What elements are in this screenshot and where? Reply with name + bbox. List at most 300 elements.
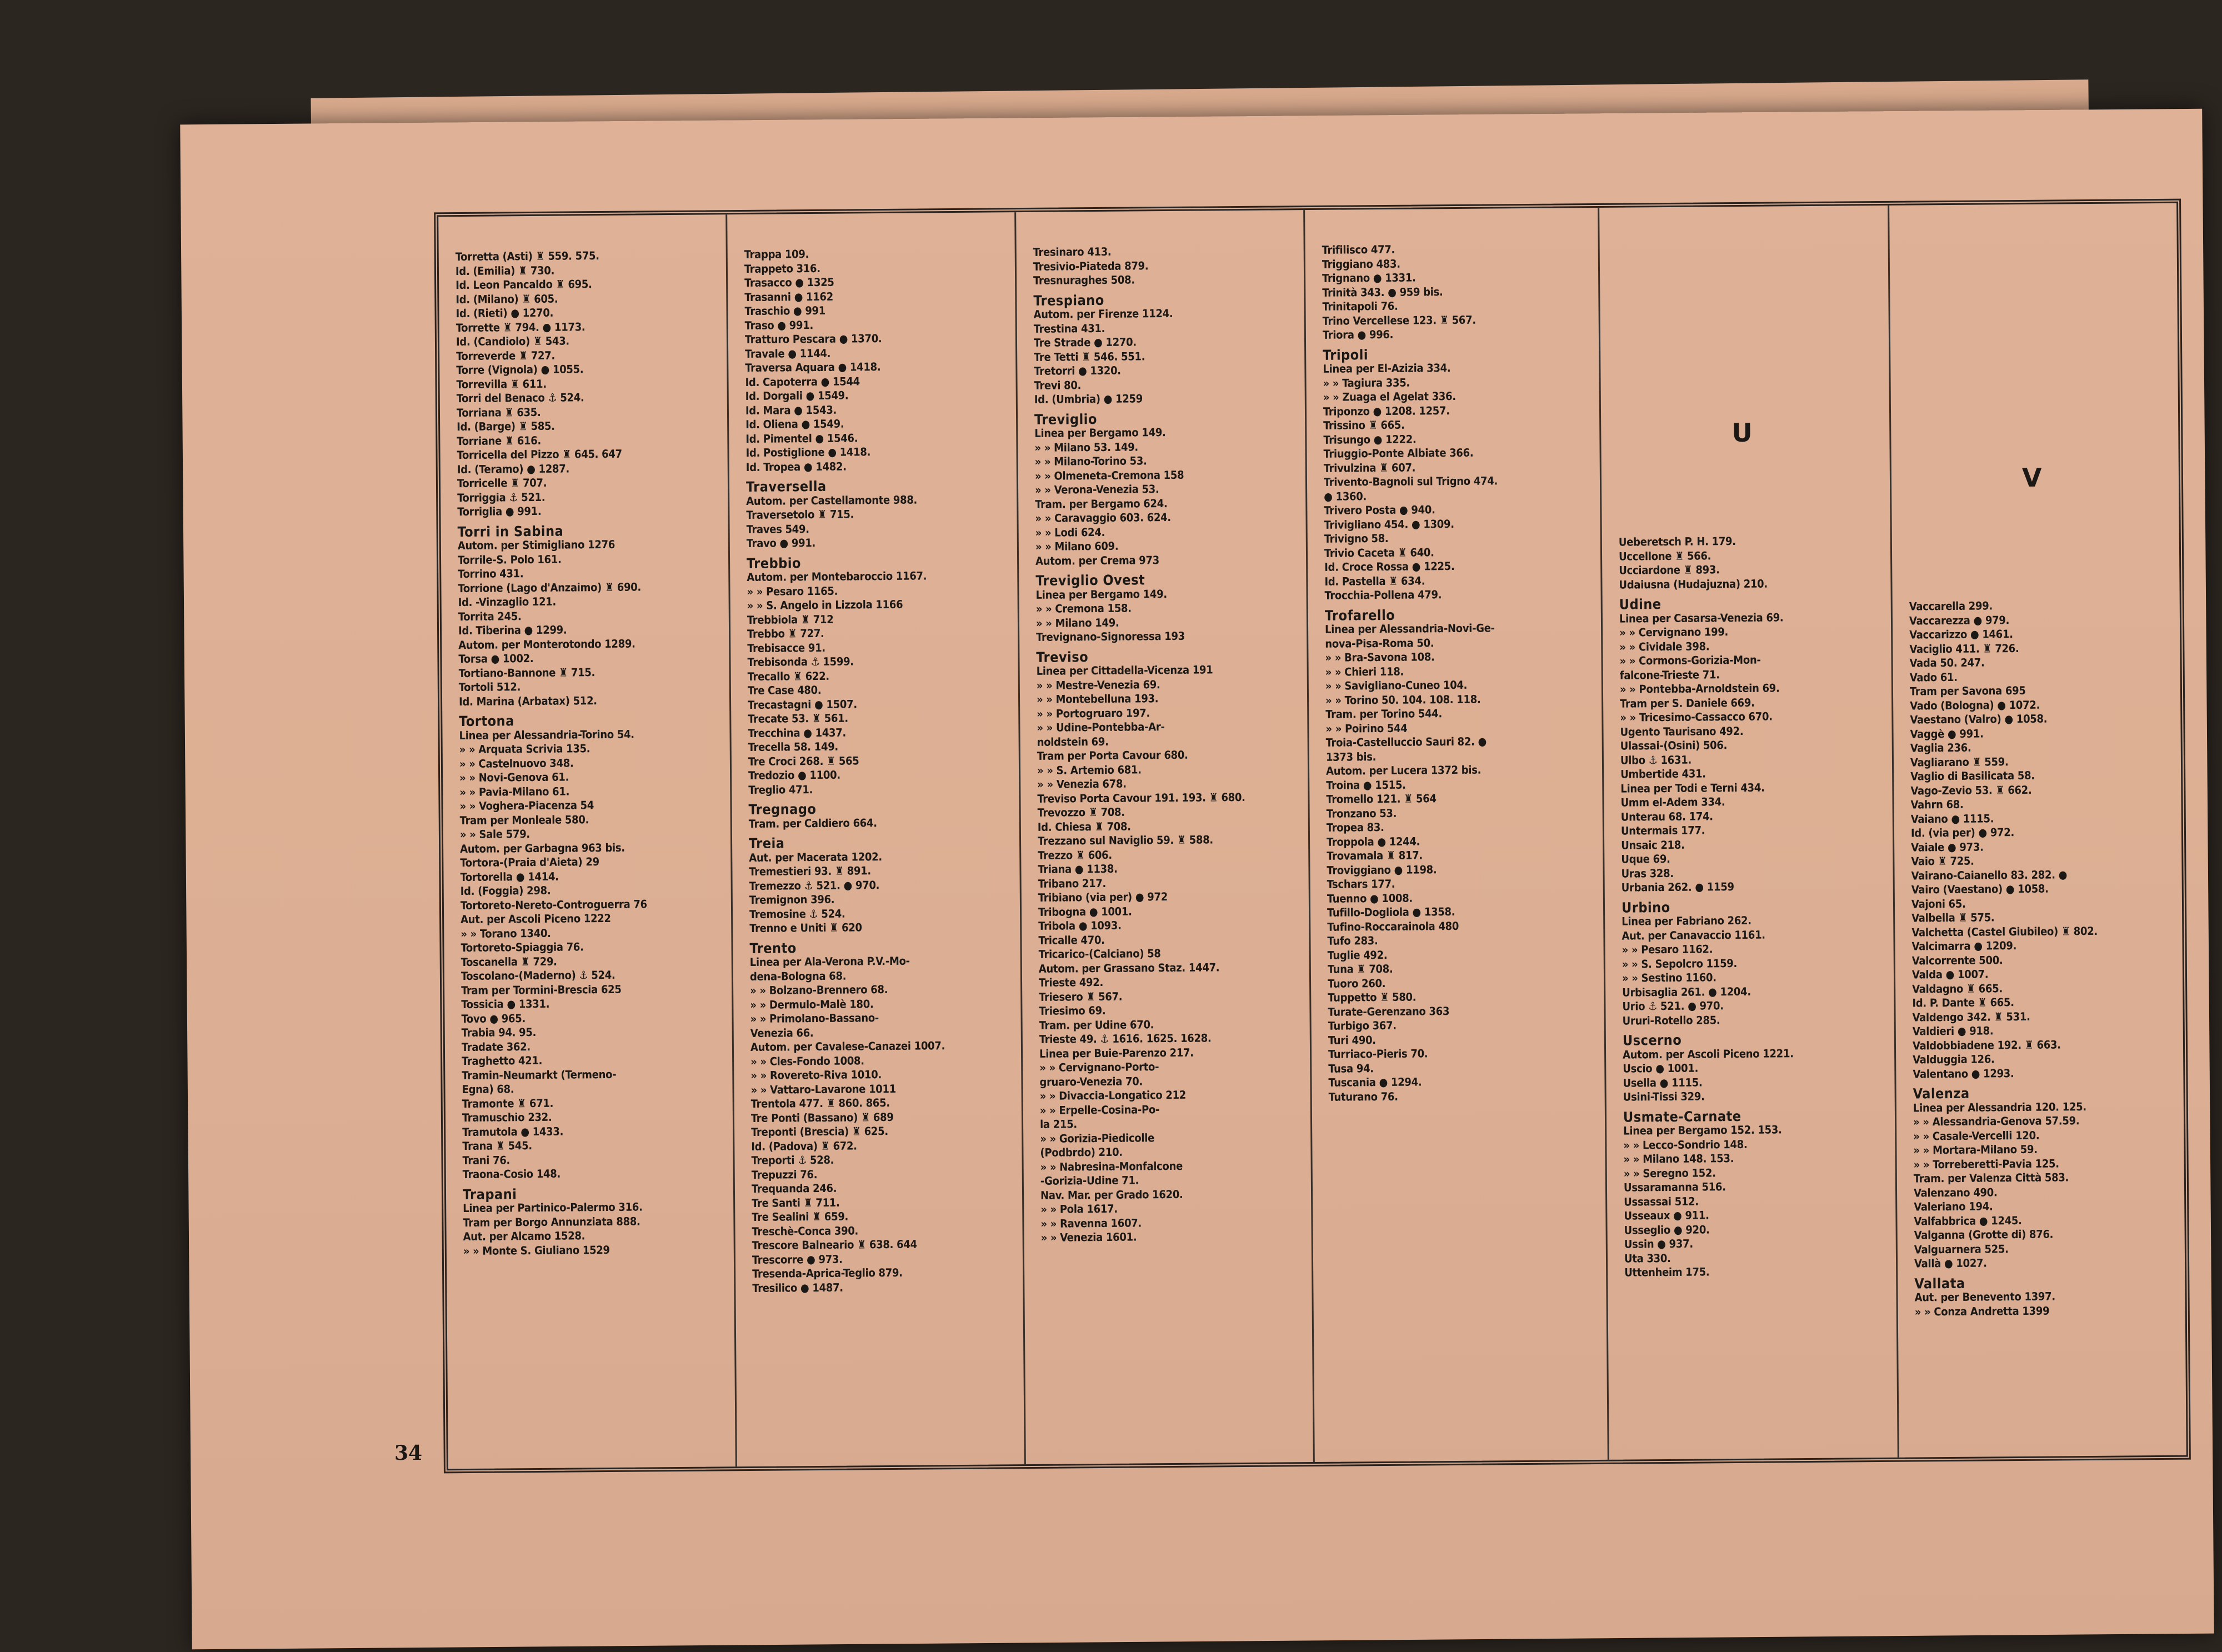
index-entry: Id. (Umbria) ● 1259 bbox=[1034, 392, 1143, 406]
index-entry: Vaccarezza ● 979. bbox=[1909, 613, 2010, 628]
index-entry: » » S. Artemio 681. bbox=[1037, 762, 1142, 777]
index-entry: Trapani bbox=[462, 1185, 517, 1203]
index-entry: Trevignano-Signoressa 193 bbox=[1036, 629, 1185, 644]
index-entry: Uta 330. bbox=[1624, 1251, 1671, 1265]
index-entry: Linea per Todi e Terni 434. bbox=[1620, 780, 1765, 795]
index-entry: Egna) 68. bbox=[462, 1082, 514, 1097]
index-entry: » » Milano 148. 153. bbox=[1623, 1152, 1734, 1166]
index-entry: Valdieri ● 918. bbox=[1912, 1024, 1994, 1038]
index-entry: » » Bra-Savona 108. bbox=[1325, 650, 1435, 664]
index-entry: Tromello 121. ♜ 564 bbox=[1326, 792, 1437, 806]
index-entry: Id. Capoterra ● 1544 bbox=[745, 374, 860, 389]
index-entry: Ussaramanna 516. bbox=[1623, 1180, 1726, 1194]
index-entry: » » S. Sepolcro 1159. bbox=[1622, 956, 1738, 971]
index-entry: Linea per Partinico-Palermo 316. bbox=[463, 1200, 643, 1215]
index-entry: Id. Dorgali ● 1549. bbox=[745, 388, 849, 403]
index-entry: Uras 328. bbox=[1621, 866, 1674, 880]
index-entry: » » Udine-Pontebba-Ar- bbox=[1037, 720, 1165, 734]
index-entry: » » Casale-Vercelli 120. bbox=[1913, 1128, 2040, 1143]
index-entry: Vagliarano ♜ 559. bbox=[1910, 754, 2009, 769]
index-entry: Vaccarizzo ● 1461. bbox=[1909, 627, 2013, 642]
index-entry: Trana ♜ 545. bbox=[462, 1139, 532, 1153]
index-entry: Linea per Buie-Parenzo 217. bbox=[1039, 1045, 1194, 1060]
index-entry: Torrione (Lago d'Anzaimo) ♜ 690. bbox=[458, 579, 642, 595]
index-entry: Tufino-Roccarainola 480 bbox=[1327, 919, 1459, 934]
index-entry: » » Poirino 544 bbox=[1325, 721, 1408, 735]
index-entry: Linea per El-Azizia 334. bbox=[1323, 361, 1451, 376]
index-entry: » » Montebelluna 193. bbox=[1036, 692, 1159, 706]
index-entry: Torriane ♜ 616. bbox=[457, 433, 542, 448]
index-entry: Id. Chiesa ♜ 708. bbox=[1037, 819, 1131, 834]
index-entry: Valda ● 1007. bbox=[1911, 967, 1989, 982]
index-entry: Tribano 217. bbox=[1038, 876, 1107, 890]
index-entry: Autom. per Monterotondo 1289. bbox=[458, 637, 635, 652]
index-entry: Autom. per Ascoli Piceno 1221. bbox=[1623, 1046, 1794, 1062]
index-entry: Autom. per Garbagna 963 bis. bbox=[460, 840, 625, 855]
index-entry: Ugento Taurisano 492. bbox=[1620, 724, 1744, 739]
index-entry: Vallà ● 1027. bbox=[1914, 1256, 1987, 1270]
index-entry: Trespiano bbox=[1033, 292, 1104, 309]
index-entry: » » Cervignano 199. bbox=[1619, 625, 1729, 639]
index-entry: Traversella bbox=[745, 478, 827, 495]
index-entry: Tuna ♜ 708. bbox=[1327, 962, 1393, 976]
index-entry: Torre (Vignola) ● 1055. bbox=[456, 362, 584, 377]
index-entry: Trappeto 316. bbox=[744, 261, 820, 276]
index-entry: Trasacco ● 1325 bbox=[744, 275, 834, 289]
index-entry: Trezzo ♜ 606. bbox=[1038, 848, 1112, 862]
page-number: 34 bbox=[394, 1441, 423, 1465]
index-entry: Tramin-Neumarkt (Termeno- bbox=[462, 1067, 617, 1082]
index-entry: Tram. per Udine 670. bbox=[1039, 1017, 1154, 1032]
index-entry: Torrette ♜ 794. ● 1173. bbox=[456, 319, 585, 334]
index-entry: la 215. bbox=[1039, 1117, 1078, 1131]
index-entry: Tretorri ● 1320. bbox=[1034, 363, 1121, 378]
index-entry: Trevozzo ♜ 708. bbox=[1037, 805, 1125, 819]
index-entry: (Podbrdo) 210. bbox=[1040, 1145, 1123, 1159]
index-entry: Tregnago bbox=[748, 801, 817, 818]
index-entry: Vaiale ● 973. bbox=[1911, 840, 1984, 854]
index-entry: Vaccarella 299. bbox=[1909, 599, 1993, 613]
index-entry: » » Arquata Scrivia 135. bbox=[459, 742, 590, 757]
index-entry: Trani 76. bbox=[462, 1153, 511, 1167]
index-entry: Trivigno 58. bbox=[1324, 531, 1389, 545]
index-entry: Valeriano 194. bbox=[1914, 1199, 1993, 1214]
index-entry: Valdengo 342. ♜ 531. bbox=[1912, 1009, 2030, 1024]
index-entry: » » Divaccia-Longatico 212 bbox=[1039, 1088, 1187, 1103]
index-entry: Torrevilla ♜ 611. bbox=[456, 377, 547, 391]
index-entry: Trecate 53. ♜ 561. bbox=[748, 711, 848, 725]
index-entry: Traschio ● 991 bbox=[744, 303, 826, 318]
index-entry: Tratturo Pescara ● 1370. bbox=[744, 332, 882, 346]
index-entry: Trestina 431. bbox=[1033, 321, 1105, 336]
index-entry: nova-Pisa-Roma 50. bbox=[1325, 635, 1434, 650]
index-entry: Usseaux ● 911. bbox=[1624, 1208, 1709, 1223]
index-entry: Ulassai-(Osini) 506. bbox=[1620, 738, 1728, 753]
index-entry: » » Nabresina-Monfalcone bbox=[1040, 1159, 1183, 1174]
index-entry: Vairo (Vaestano) ● 1058. bbox=[1911, 882, 2049, 897]
index-entry: Udine bbox=[1619, 596, 1662, 613]
index-entry: -Gorizia-Udine 71. bbox=[1040, 1173, 1139, 1188]
index-entry: Ulbo ⚓ 1631. bbox=[1620, 753, 1692, 767]
index-entry: Tresnuraghes 508. bbox=[1033, 273, 1135, 287]
index-entry: falcone-Trieste 71. bbox=[1619, 667, 1720, 682]
index-entry: » » Portogruaro 197. bbox=[1037, 705, 1150, 720]
index-entry: Vada 50. 247. bbox=[1909, 655, 1985, 670]
index-entry: Turriaco-Pieris 70. bbox=[1328, 1047, 1428, 1061]
index-entry: Triesero ♜ 567. bbox=[1039, 989, 1123, 1004]
index-entry: » » Tricesimo-Cassacco 670. bbox=[1620, 709, 1773, 724]
index-entry: ● 1360. bbox=[1324, 489, 1367, 503]
index-entry: » » Sale 579. bbox=[459, 827, 531, 842]
index-entry: » » Mestre-Venezia 69. bbox=[1036, 677, 1160, 692]
index-entry: Tusa 94. bbox=[1328, 1061, 1374, 1075]
index-entry: » » Cormons-Gorizia-Mon- bbox=[1619, 653, 1761, 668]
index-entry: Vairano-Caianello 83. 282. ● bbox=[1911, 867, 2068, 883]
index-entry: Id. (Barge) ♜ 585. bbox=[457, 419, 555, 434]
index-entry: Udaiusna (Hudajuzna) 210. bbox=[1619, 577, 1768, 592]
index-entry: Id. Pastella ♜ 634. bbox=[1324, 573, 1425, 588]
index-entry: » » Conza Andretta 1399 bbox=[1914, 1304, 2050, 1319]
index-entry: » » Zuaga el Agelat 336. bbox=[1323, 389, 1456, 404]
index-column-6 bbox=[1889, 203, 2186, 1458]
index-entry: Trecchina ● 1437. bbox=[748, 725, 847, 740]
index-entry: noldstein 69. bbox=[1037, 734, 1109, 749]
index-entry: Id. (Rieti) ● 1270. bbox=[456, 306, 554, 321]
index-entry: Torri in Sabina bbox=[457, 523, 564, 540]
index-entry: Trasanni ● 1162 bbox=[744, 289, 833, 304]
index-entry: Uccellone ♜ 566. bbox=[1618, 548, 1711, 563]
index-entry: Id. (Candiolo) ♜ 543. bbox=[456, 334, 570, 349]
index-entry: Trescorre ● 973. bbox=[752, 1252, 843, 1266]
index-entry: Valentano ● 1293. bbox=[1913, 1066, 2014, 1081]
index-entry: Vaggè ● 991. bbox=[1910, 727, 1984, 741]
section-letter-u: U bbox=[1731, 417, 1753, 448]
index-entry: Tre Croci 268. ♜ 565 bbox=[748, 753, 859, 768]
index-entry: Id. Croce Rossa ● 1225. bbox=[1324, 559, 1455, 574]
index-entry: Tuoro 260. bbox=[1327, 976, 1386, 990]
index-entry: » » Lecco-Sondrio 148. bbox=[1623, 1137, 1748, 1152]
index-entry: Vallata bbox=[1914, 1275, 1965, 1292]
index-entry: Usseglio ● 920. bbox=[1624, 1222, 1710, 1237]
index-column-4 bbox=[1305, 208, 1609, 1462]
index-entry: Tuglie 492. bbox=[1327, 948, 1388, 962]
index-entry: Tufo 283. bbox=[1327, 934, 1378, 948]
index-entry: Troppola ● 1244. bbox=[1326, 834, 1420, 849]
index-entry: Traona-Cosio 148. bbox=[462, 1167, 561, 1182]
index-entry: Id. Marina (Arbatax) 512. bbox=[458, 693, 597, 708]
index-entry: Tre Case 480. bbox=[747, 683, 822, 697]
index-entry: Tremestieri 93. ♜ 891. bbox=[749, 864, 871, 878]
index-entry: » » Pontebba-Arnoldstein 69. bbox=[1619, 681, 1780, 696]
index-entry: Troina ● 1515. bbox=[1326, 778, 1406, 792]
index-entry: » » Cremona 158. bbox=[1035, 601, 1132, 615]
index-entry: » » Vattaro-Lavarone 1011 bbox=[750, 1082, 896, 1097]
index-entry: Trofarello bbox=[1324, 607, 1395, 624]
index-entry: Trecallo ♜ 622. bbox=[747, 669, 830, 683]
index-entry: Urbino bbox=[1621, 899, 1670, 916]
index-entry: Ussin ● 937. bbox=[1624, 1237, 1693, 1251]
index-entry: » » Venezia 1601. bbox=[1040, 1230, 1137, 1244]
index-entry: » » Castelnuovo 348. bbox=[459, 755, 574, 770]
index-entry: Ussassai 512. bbox=[1624, 1194, 1699, 1209]
index-entry: Tram per Borgo Annunziata 888. bbox=[463, 1214, 640, 1229]
index-entry: Id. Tiberina ● 1299. bbox=[458, 623, 567, 638]
index-entry: » » Rovereto-Riva 1010. bbox=[750, 1068, 882, 1082]
index-entry: Tresilico ● 1487. bbox=[752, 1280, 843, 1295]
index-entry: Trieste 492. bbox=[1038, 975, 1104, 989]
index-entry: Trignano ● 1331. bbox=[1322, 271, 1416, 285]
index-entry: » » Milano-Torino 53. bbox=[1034, 454, 1147, 468]
index-entry: Tropea 83. bbox=[1326, 820, 1384, 834]
index-entry: » » Alessandria-Genova 57.59. bbox=[1913, 1114, 2080, 1129]
index-entry: Tuppetto ♜ 580. bbox=[1328, 990, 1417, 1004]
index-entry: » » Pavia-Milano 61. bbox=[459, 784, 570, 799]
index-entry: Vaestano (Valro) ● 1058. bbox=[1910, 712, 2048, 727]
index-entry: Trissino ♜ 665. bbox=[1323, 418, 1405, 432]
index-entry: Tre Strade ● 1270. bbox=[1033, 335, 1137, 349]
index-entry: Id. Tropea ● 1482. bbox=[745, 459, 847, 474]
index-entry: Traso ● 991. bbox=[744, 318, 814, 332]
index-entry: Trenno e Uniti ♜ 620 bbox=[749, 920, 862, 935]
index-entry: Turi 490. bbox=[1328, 1033, 1376, 1047]
index-entry: Tredozio ● 1100. bbox=[748, 768, 840, 782]
index-entry: Trifilisco 477. bbox=[1322, 242, 1395, 257]
index-entry: Torsa ● 1002. bbox=[458, 652, 534, 666]
index-entry: » » Voghera-Piacenza 54 bbox=[459, 798, 594, 813]
index-entry: Ueberetsch P. H. 179. bbox=[1618, 534, 1736, 549]
index-entry: Tram per Savona 695 bbox=[1909, 683, 2026, 698]
index-entry: Treviglio Ovest bbox=[1035, 572, 1145, 589]
index-entry: » » Torreberetti-Pavia 125. bbox=[1913, 1156, 2059, 1172]
index-entry: Tossicia ● 1331. bbox=[461, 997, 550, 1012]
index-entry: » » Primolano-Bassano- bbox=[750, 1011, 879, 1025]
index-entry: » » Caravaggio 603. 624. bbox=[1035, 510, 1171, 525]
index-entry: Aut. per Canavaccio 1161. bbox=[1622, 928, 1765, 943]
index-entry: Treglio 471. bbox=[748, 782, 813, 797]
index-entry: » » Gorizia-Piedicolle bbox=[1040, 1130, 1155, 1145]
index-entry: Tram per S. Daniele 669. bbox=[1620, 695, 1755, 710]
index-entry: Tuscania ● 1294. bbox=[1328, 1075, 1422, 1089]
index-entry: Vado 61. bbox=[1909, 670, 1958, 684]
index-entry: Torrita 245. bbox=[458, 609, 522, 623]
index-entry: Tortoreto-Spiaggia 76. bbox=[461, 940, 584, 955]
index-entry: Trento bbox=[749, 939, 797, 957]
index-entry: Valchetta (Castel Giubileo) ♜ 802. bbox=[1911, 924, 2098, 939]
index-entry: Uttenheim 175. bbox=[1624, 1265, 1710, 1279]
index-entry: Tre Ponti (Bassano) ♜ 689 bbox=[750, 1110, 894, 1125]
index-entry: Tribola ● 1093. bbox=[1038, 918, 1122, 933]
index-entry: Torretta (Asti) ♜ 559. 575. bbox=[455, 249, 599, 264]
index-entry: Tradate 362. bbox=[461, 1039, 531, 1054]
index-entry: Trentola 477. ♜ 860. 865. bbox=[750, 1095, 890, 1110]
index-entry: Id. (Foggia) 298. bbox=[460, 883, 551, 898]
index-entry: Torricelle ♜ 707. bbox=[457, 475, 547, 490]
index-entry: Torrino 431. bbox=[458, 567, 524, 581]
index-entry: Trappa 109. bbox=[744, 247, 809, 261]
index-entry: Trepuzzi 76. bbox=[751, 1167, 818, 1182]
index-entry: Aut. per Ascoli Piceno 1222 bbox=[461, 911, 611, 927]
index-entry: Tresinaro 413. bbox=[1033, 244, 1112, 259]
index-entry: Valfabbrica ● 1245. bbox=[1914, 1213, 2022, 1228]
index-entry: » » Pesaro 1165. bbox=[747, 584, 838, 598]
index-entry: Tricarico-(Calciano) 58 bbox=[1038, 947, 1161, 961]
index-entry: Vajoni 65. bbox=[1911, 897, 1966, 911]
index-entry: Id. Oliena ● 1549. bbox=[745, 417, 844, 431]
index-entry: Valbella ♜ 575. bbox=[1911, 910, 1995, 925]
index-entry: Autom. per Castellamonte 988. bbox=[746, 493, 918, 508]
index-column-2 bbox=[727, 212, 1026, 1466]
index-entry: Ucciardone ♜ 893. bbox=[1619, 563, 1720, 577]
index-entry: Linea per Casarsa-Venezia 69. bbox=[1619, 610, 1784, 625]
index-entry: Vago-Zevio 53. ♜ 662. bbox=[1910, 783, 2032, 798]
index-entry: » » Cividale 398. bbox=[1619, 639, 1710, 654]
index-entry: Urbania 262. ● 1159 bbox=[1621, 880, 1734, 894]
index-entry: Triesimo 69. bbox=[1039, 1003, 1106, 1018]
index-entry: Trezzano sul Naviglio 59. ♜ 588. bbox=[1037, 833, 1213, 848]
index-entry: Autom. per Grassano Staz. 1447. bbox=[1038, 960, 1220, 975]
index-entry: Uscio ● 1001. bbox=[1623, 1061, 1699, 1075]
index-entry: » » Dermulo-Malè 180. bbox=[750, 997, 874, 1012]
index-entry: Untermais 177. bbox=[1620, 823, 1705, 838]
index-entry: Tuenno ● 1008. bbox=[1327, 891, 1413, 905]
index-entry: Vaciglio 411. ♜ 726. bbox=[1909, 641, 2019, 656]
index-entry: Tram per Porta Cavour 680. bbox=[1037, 748, 1188, 763]
index-entry: Valenzano 490. bbox=[1913, 1185, 1998, 1200]
index-entry: Id. Pimentel ● 1546. bbox=[745, 430, 858, 445]
index-entry: » » Lodi 624. bbox=[1035, 525, 1105, 539]
index-entry: Ururi-Rotello 285. bbox=[1622, 1013, 1720, 1028]
index-entry: Tovo ● 965. bbox=[461, 1011, 526, 1025]
index-entry: Urio ⚓ 521. ● 970. bbox=[1622, 999, 1724, 1013]
index-entry: Tronzano 53. bbox=[1326, 806, 1397, 820]
index-entry: » » Milano 609. bbox=[1035, 539, 1119, 553]
index-entry: » » Pesaro 1162. bbox=[1622, 942, 1713, 957]
index-entry: » » Tagiura 335. bbox=[1323, 376, 1410, 390]
index-entry: Treviglio bbox=[1034, 411, 1097, 428]
index-entry: Autom. per Stimigliano 1276 bbox=[457, 537, 615, 553]
index-entry: gruaro-Venezia 70. bbox=[1039, 1074, 1143, 1089]
index-entry: » » S. Angelo in Lizzola 1166 bbox=[747, 597, 903, 612]
index-entry: Trebbiola ♜ 712 bbox=[747, 612, 834, 627]
index-entry: Usini-Tissi 329. bbox=[1623, 1089, 1705, 1104]
index-column-1 bbox=[438, 214, 737, 1469]
index-entry: Torriggia ⚓ 521. bbox=[457, 490, 546, 504]
index-entry: Triuggio-Ponte Albiate 366. bbox=[1323, 445, 1474, 460]
index-entry: Turate-Gerenzano 363 bbox=[1328, 1004, 1450, 1019]
index-entry: » » Torano 1340. bbox=[461, 926, 551, 940]
index-entry: » » Torino 50. 104. 108. 118. bbox=[1325, 692, 1481, 707]
index-entry: Usella ● 1115. bbox=[1623, 1075, 1703, 1090]
index-entry: Trevi 80. bbox=[1034, 378, 1082, 392]
index-entry: Tschars 177. bbox=[1327, 877, 1395, 891]
index-entry: Tramutola ● 1433. bbox=[462, 1124, 564, 1139]
index-entry: Tram per Tormini-Brescia 625 bbox=[461, 982, 622, 997]
index-entry: Traghetto 421. bbox=[462, 1053, 543, 1068]
index-entry: Trebbio bbox=[746, 554, 802, 572]
index-entry: Tremignon 396. bbox=[749, 892, 835, 907]
index-entry: Tricalle 470. bbox=[1038, 933, 1105, 947]
index-entry: Trequanda 246. bbox=[751, 1181, 837, 1195]
index-entry: » » Milano 149. bbox=[1035, 615, 1119, 630]
index-entry: Toscanella ♜ 729. bbox=[461, 954, 557, 969]
index-entry: » » Mortara-Milano 59. bbox=[1913, 1142, 2038, 1157]
index-entry: Tram per Monleale 580. bbox=[459, 812, 589, 827]
index-entry: Usmate-Carnate bbox=[1623, 1108, 1741, 1125]
index-entry: Linea per Bergamo 149. bbox=[1035, 587, 1167, 602]
index-entry: Tremosine ⚓ 524. bbox=[749, 907, 845, 921]
index-entry: Trivulzina ♜ 607. bbox=[1323, 460, 1416, 475]
index-entry: Autom. per Cavalese-Canazei 1007. bbox=[750, 1039, 945, 1054]
index-entry: Vaglia 236. bbox=[1910, 740, 1971, 755]
index-entry: » » Cervignano-Porto- bbox=[1039, 1060, 1159, 1074]
index-entry: Id. (Teramo) ● 1287. bbox=[457, 461, 570, 476]
index-entry: » » Sestino 1160. bbox=[1622, 970, 1716, 985]
index-entry: Travo ● 991. bbox=[746, 536, 816, 550]
index-entry: Trovamala ♜ 817. bbox=[1327, 848, 1423, 863]
index-entry: Vaiano ● 1115. bbox=[1910, 811, 1994, 826]
index-entry: » » Savigliano-Cuneo 104. bbox=[1325, 678, 1468, 693]
index-entry: Trivero Posta ● 940. bbox=[1324, 503, 1435, 517]
index-entry: Travale ● 1144. bbox=[745, 346, 831, 361]
index-entry: Tre Tetti ♜ 546. 551. bbox=[1034, 349, 1145, 364]
index-entry: Linea per Alessandria 120. 125. bbox=[1913, 1099, 2086, 1115]
index-entry: Tuturano 76. bbox=[1328, 1089, 1398, 1104]
index-entry: Linea per Cittadella-Vicenza 191 bbox=[1036, 663, 1213, 678]
index-entry: Tresenda-Aprica-Teglio 879. bbox=[752, 1265, 903, 1280]
index-entry: » » Cles-Fondo 1008. bbox=[750, 1053, 864, 1068]
index-entry: Tramonte ♜ 671. bbox=[462, 1096, 554, 1110]
index-entry: Vahrn 68. bbox=[1910, 797, 1964, 812]
index-entry: Torricella del Pizzo ♜ 645. 647 bbox=[457, 447, 622, 462]
index-entry: Trinitapoli 76. bbox=[1322, 299, 1398, 313]
index-entry: Tortiano-Bannone ♜ 715. bbox=[458, 665, 595, 680]
index-entry: Linea per Bergamo 152. 153. bbox=[1623, 1123, 1782, 1138]
index-entry: Triponzo ● 1208. 1257. bbox=[1323, 403, 1450, 418]
index-entry: Aut. per Alcamo 1528. bbox=[463, 1229, 585, 1244]
index-entry: Trecastagni ● 1507. bbox=[748, 697, 857, 712]
index-entry: Valganna (Grotte di) 876. bbox=[1914, 1227, 2054, 1242]
index-entry: Autom. per Montebaroccio 1167. bbox=[747, 569, 927, 584]
index-entry: Unsaic 218. bbox=[1621, 838, 1685, 852]
index-entry: Troia-Castelluccio Sauri 82. ● bbox=[1325, 734, 1487, 749]
index-entry: Tripoli bbox=[1323, 346, 1369, 363]
index-entry: Urbisaglia 261. ● 1204. bbox=[1622, 984, 1751, 999]
index-entry: Autom. per Lucera 1372 bis. bbox=[1325, 763, 1482, 778]
index-entry: Tortona bbox=[459, 713, 514, 730]
index-entry: Torreverde ♜ 727. bbox=[456, 348, 556, 363]
index-entry: Torri del Benaco ⚓ 524. bbox=[456, 391, 584, 406]
index-entry: Trebbo ♜ 727. bbox=[747, 626, 824, 640]
index-entry: Id. (Emilia) ♜ 730. bbox=[455, 263, 555, 278]
index-entry: Id. Leon Pancaldo ♜ 695. bbox=[456, 277, 592, 292]
index-entry: Troviggiano ● 1198. bbox=[1327, 862, 1437, 877]
index-entry: Linea per Alessandria-Novi-Ge- bbox=[1324, 621, 1495, 636]
index-entry: » » Olmeneta-Cremona 158 bbox=[1034, 468, 1184, 483]
index-entry: Trino Vercellese 123. ♜ 567. bbox=[1322, 313, 1476, 328]
index-entry: Trocchia-Pollena 479. bbox=[1324, 588, 1442, 602]
index-entry: Tortoli 512. bbox=[458, 680, 521, 694]
index-entry: Vado (Bologna) ● 1072. bbox=[1910, 698, 2040, 713]
index-entry: Vaio ♜ 725. bbox=[1911, 854, 1974, 868]
index-entry: Umm el-Adem 334. bbox=[1620, 795, 1725, 809]
index-entry: Nav. Mar. per Grado 1620. bbox=[1040, 1187, 1183, 1202]
index-entry: Tram. per Torino 544. bbox=[1325, 707, 1443, 721]
index-entry: Linea per Ala-Verona P.V.-Mo- bbox=[749, 954, 910, 969]
index-entry: Trescore Balneario ♜ 638. 644 bbox=[752, 1237, 917, 1252]
index-entry: » » Seregno 152. bbox=[1623, 1165, 1716, 1180]
index-entry: Torrile-S. Polo 161. bbox=[457, 552, 562, 567]
index-entry: » » Milano 53. 149. bbox=[1034, 439, 1138, 454]
